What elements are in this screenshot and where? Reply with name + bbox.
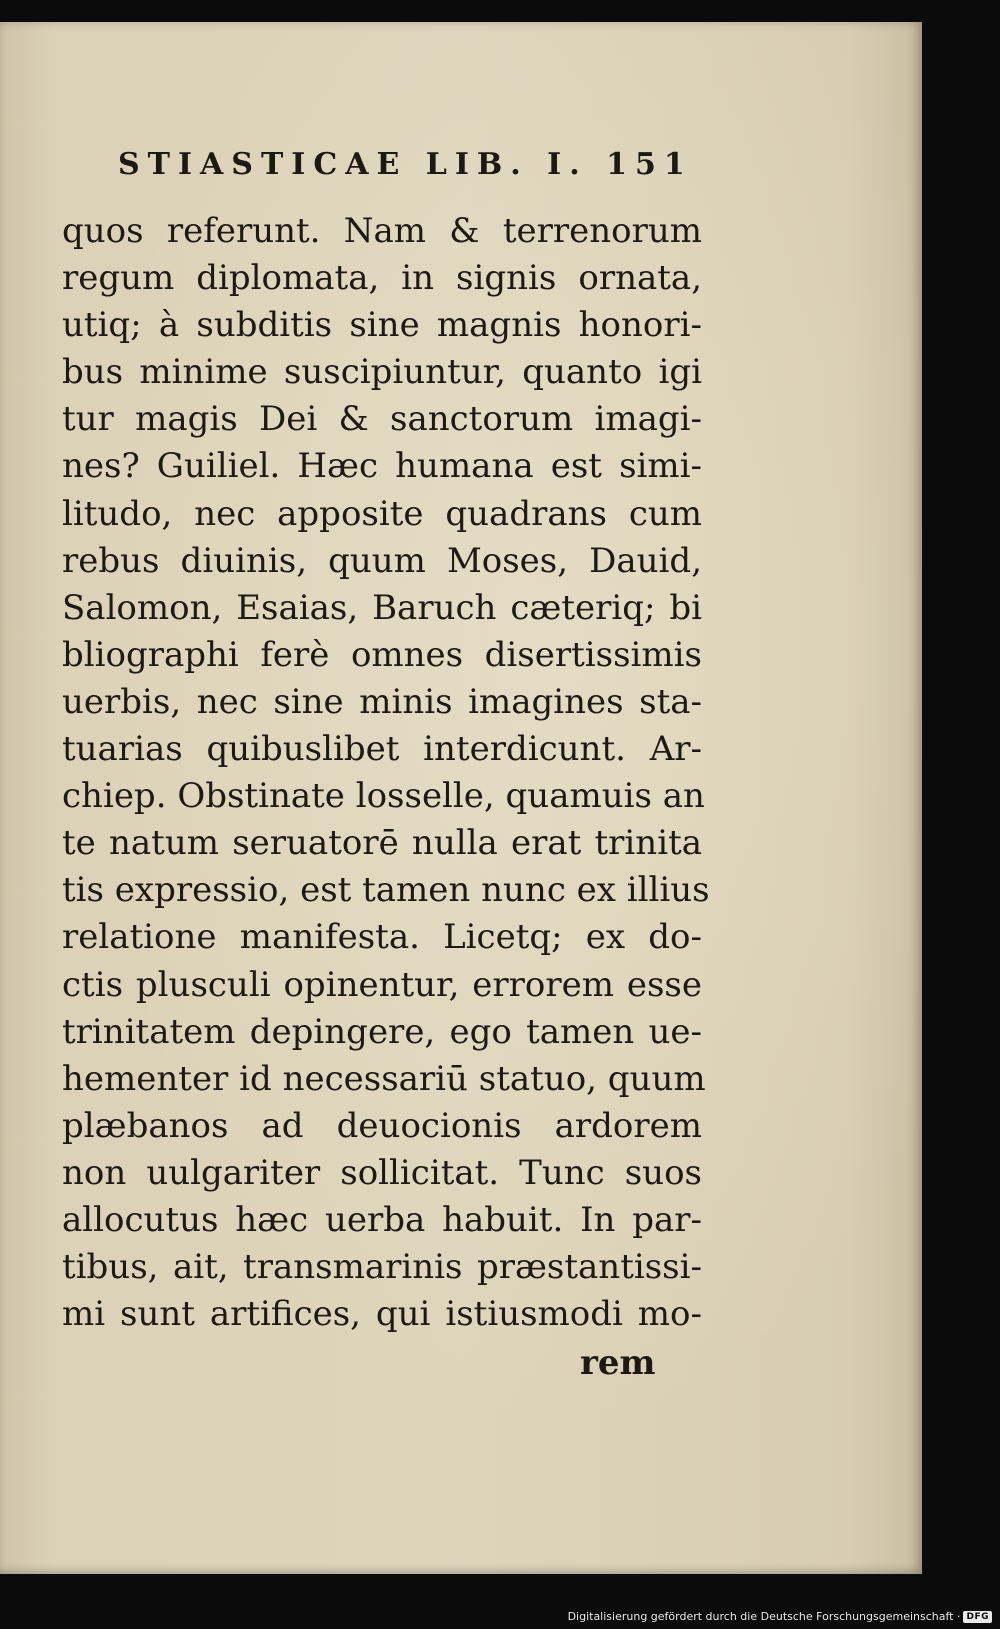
text-line: tuarias quibuslibet interdicunt. Ar- (62, 729, 702, 770)
text-line: non uulgariter sollicitat. Tunc suos (62, 1152, 702, 1193)
running-header: STIASTICAE LIB. I. 151 (118, 147, 693, 182)
text-line: chiep. Obstinate losselle, quamuis an (62, 776, 705, 817)
text-line: mi sunt artifices, qui istiusmodi mo- (62, 1294, 702, 1335)
text-line: nes? Guiliel. Hæc humana est simi- (62, 446, 702, 487)
text-line: bliographi ferè omnes disertissimis (62, 634, 702, 675)
body-text (62, 208, 710, 1338)
text-line: uerbis, nec sine minis imagines sta- (62, 681, 702, 722)
text-line: litudo, nec apposite quadrans cum (62, 493, 702, 534)
digitization-credit (568, 1610, 992, 1623)
text-line: tibus, ait, transmarinis præstantissi- (62, 1247, 702, 1288)
text-line: tis expressio, est tamen nunc ex illius (62, 870, 710, 911)
text-line: te natum seruatorē nulla erat trinita (62, 823, 702, 864)
text-line: tur magis Dei & sanctorum imagi- (62, 399, 702, 440)
text-line: rebus diuinis, quum Moses, Dauid, (62, 540, 702, 581)
text-line: ctis plusculi opinentur, errorem esse (62, 964, 702, 1005)
dfg-logo: DFG (963, 1611, 992, 1623)
text-line: regum diplomata, in signis ornata, (62, 258, 702, 299)
credit-text: Digitalisierung gefördert durch die Deutsche Forschungsgemeinschaft · (567, 1610, 961, 1623)
text-line: trinitatem depingere, ego tamen ue- (62, 1011, 702, 1052)
catchword: rem (580, 1343, 656, 1383)
text-line: utiq; à subditis sine magnis honori- (62, 305, 702, 346)
text-line: allocutus hæc uerba habuit. In par- (62, 1199, 702, 1240)
text-line: hementer id necessariū statuo, quum (62, 1058, 706, 1099)
text-line: bus minime suscipiuntur, quanto igi (62, 352, 702, 393)
book-page (0, 22, 922, 1574)
text-line: Salomon, Esaias, Baruch cæteriq; bi (62, 587, 702, 628)
text-line: plæbanos ad deuocionis ardorem (62, 1105, 702, 1146)
text-line: relatione manifesta. Licetq; ex do- (62, 917, 702, 958)
text-line: quos referunt. Nam & terrenorum (62, 211, 702, 251)
